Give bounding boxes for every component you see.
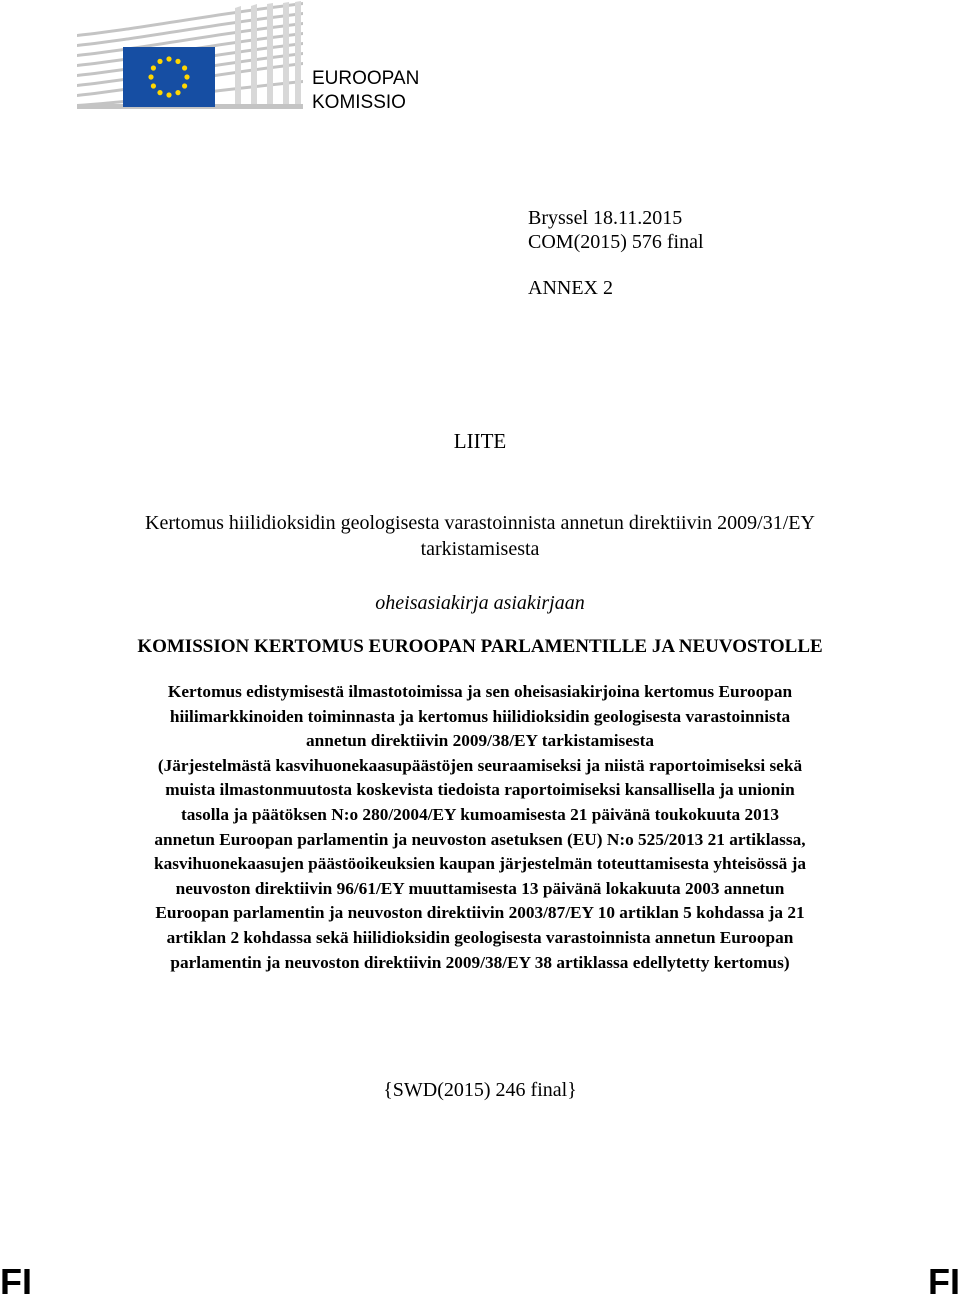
- description-line: (Järjestelmästä kasvihuonekaasupäästöjen seuraamiseksi ja niistä raportoimiseksi sekä: [157, 755, 803, 775]
- description-line: Euroopan parlamentin ja neuvoston direktiivin 2003/87/EY 10 artiklan 5 kohdassa ja 21: [155, 903, 805, 923]
- description-paragraph: [60, 680, 900, 975]
- language-code-right: FI: [928, 1261, 960, 1302]
- description-line: parlamentin ja neuvoston direktiivin 2009/38/EY 38 artiklassa edellytetty kertomus): [170, 952, 790, 972]
- description-line: hiilimarkkinoiden toiminnasta ja kertomus hiilidioksidin geologisesta varastoinnista: [169, 706, 791, 726]
- description-line: muista ilmastonmuutosta koskevista tiedoista raportoimiseksi kansallisella ja unionin: [165, 780, 795, 800]
- description-line: annetun direktiivin 2009/38/EY tarkistamisesta: [305, 731, 655, 751]
- subject-line: tarkistamisesta: [420, 538, 540, 560]
- org-name-line1: EUROOPAN: [312, 68, 420, 89]
- eu-flag-icon: [123, 47, 215, 107]
- related-document-ref: {SWD(2015) 246 final}: [383, 1079, 577, 1101]
- subject-line: Kertomus hiilidioksidin geologisesta varastoinnista annetun direktiivin 2009/31/EY: [145, 512, 815, 534]
- main-title: KOMISSION KERTOMUS EUROOPAN PARLAMENTILLE JA NEUVOSTOLLE: [137, 636, 823, 657]
- european-commission-logo: [75, 0, 305, 112]
- language-code-left: FI: [0, 1261, 32, 1302]
- attachment-note: oheisasiakirja asiakirjaan: [375, 592, 585, 614]
- document-number: COM(2015) 576 final: [528, 231, 704, 253]
- description-line: annetun Euroopan parlamentin ja neuvoston asetuksen (EU) N:o 525/2013 21 artiklassa,: [154, 829, 806, 849]
- document-subject: [60, 510, 900, 562]
- description-line: tasolla ja päätöksen N:o 280/2004/EY kumoamisesta 21 päivänä toukokuuta 2013: [180, 804, 780, 824]
- org-name-line2: KOMISSIO: [312, 92, 406, 113]
- annex-label: ANNEX 2: [528, 277, 613, 299]
- description-line: Kertomus edistymisestä ilmastotoimissa ja sen oheisasiakirjoina kertomus Euroopan: [167, 682, 793, 701]
- document-title: LIITE: [453, 429, 507, 453]
- place-date: Bryssel 18.11.2015: [528, 207, 683, 229]
- description-line: kasvihuonekaasujen päästöoikeuksien kaupan järjestelmän toteuttamisesta yhteisössä ja: [154, 854, 806, 874]
- description-line: artiklan 2 kohdassa sekä hiilidioksidin geologisesta varastoinnista annetun Euroopan: [166, 927, 794, 947]
- description-line: neuvoston direktiivin 96/61/EY muuttamisesta 13 päivänä lokakuuta 2003 annetun: [175, 878, 785, 898]
